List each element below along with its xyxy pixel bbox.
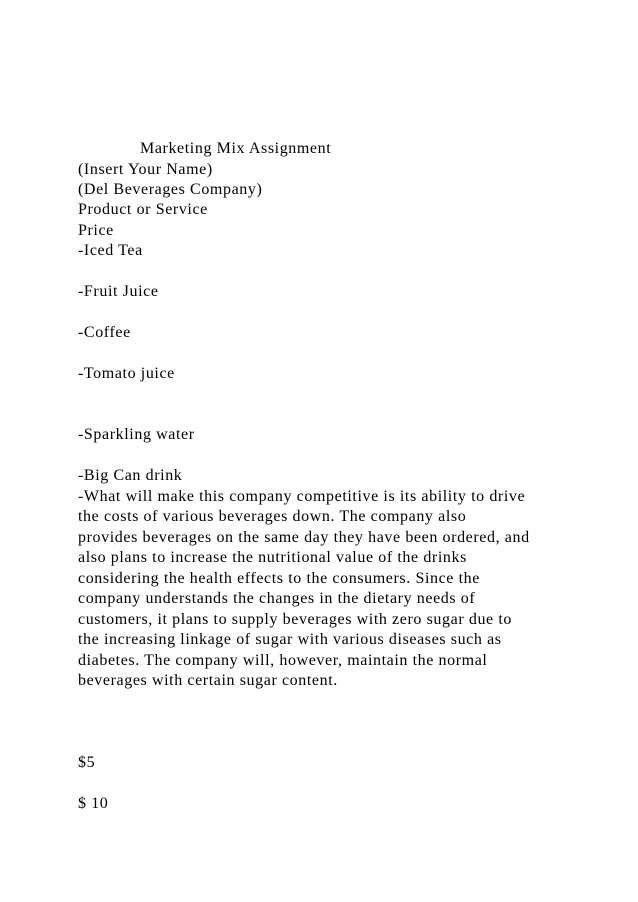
price-value: $5 — [78, 754, 96, 771]
paragraph-line: company understands the changes in the dietary needs of — [78, 590, 476, 607]
product-item: -Big Can drink — [78, 467, 183, 484]
product-item: -Coffee — [78, 324, 131, 341]
paragraph-line: the increasing linkage of sugar with various diseases such as — [78, 631, 502, 648]
document-title: Marketing Mix Assignment — [140, 140, 332, 157]
heading-price: Price — [78, 222, 114, 239]
paragraph-line: provides beverages on the same day they have been ordered, and — [78, 529, 530, 546]
paragraph-line: the costs of various beverages down. The company also — [78, 508, 467, 525]
price-value: $ 10 — [78, 795, 109, 812]
company-name: (Del Beverages Company) — [78, 181, 263, 198]
heading-product-or-service: Product or Service — [78, 201, 208, 218]
paragraph-line: customers, it plans to supply beverages with zero sugar due to — [78, 611, 512, 628]
paragraph-line: -What will make this company competitive is its ability to drive — [78, 488, 526, 505]
paragraph-line: also plans to increase the nutritional value of the drinks — [78, 549, 467, 566]
product-item: -Fruit Juice — [78, 283, 159, 300]
product-item: -Iced Tea — [78, 242, 143, 259]
paragraph-line: considering the health effects to the consumers. Since the — [78, 570, 480, 587]
author-name: (Insert Your Name) — [78, 161, 213, 178]
paragraph-line: beverages with certain sugar content. — [78, 672, 338, 689]
product-item: -Sparkling water — [78, 426, 195, 443]
product-item: -Tomato juice — [78, 365, 175, 382]
paragraph-line: diabetes. The company will, however, maintain the normal — [78, 652, 488, 669]
